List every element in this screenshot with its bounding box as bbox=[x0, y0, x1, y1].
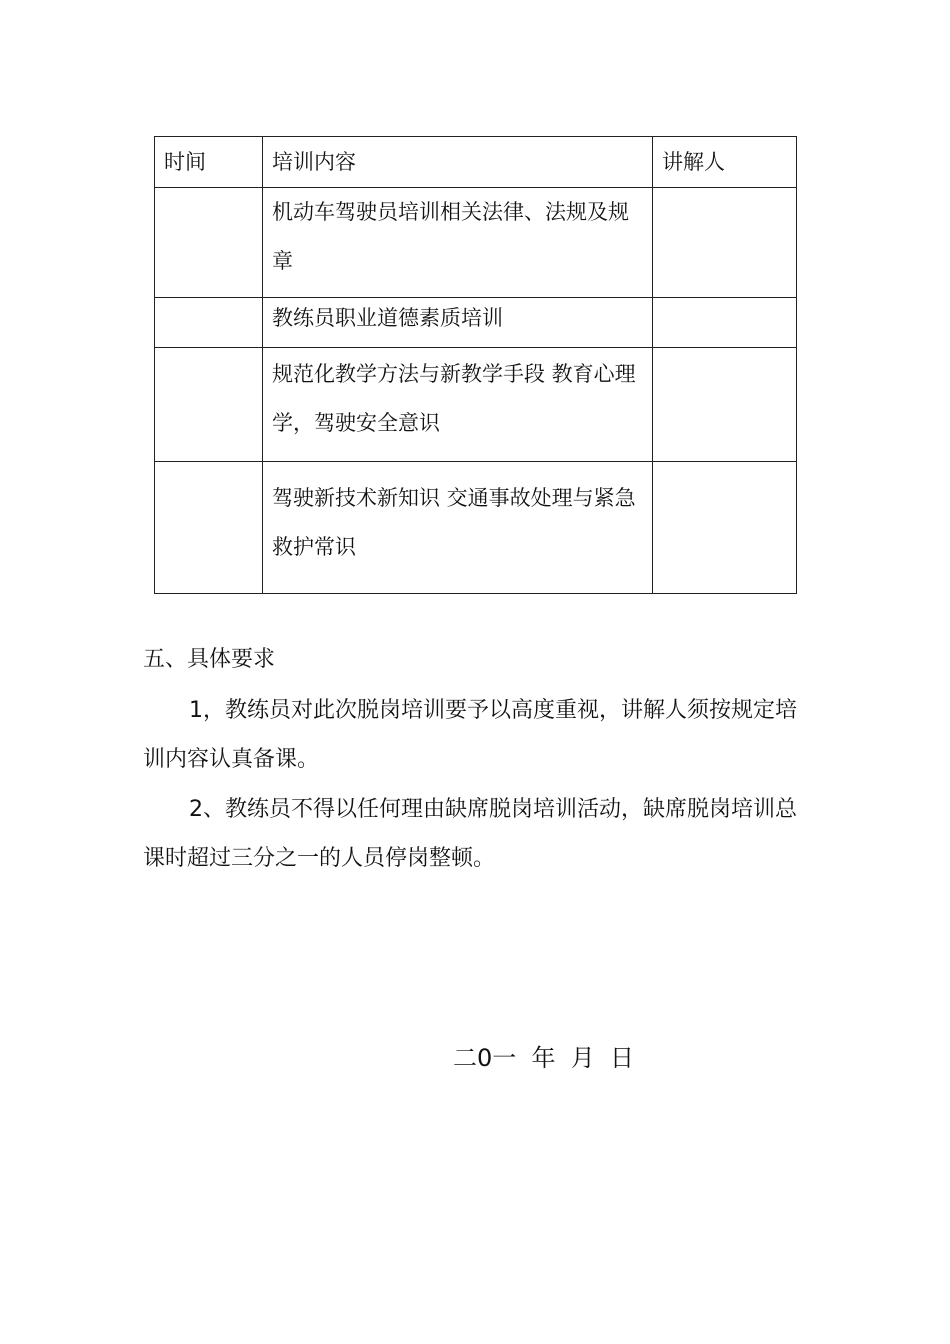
cell-speaker bbox=[653, 188, 797, 298]
cell-speaker bbox=[653, 298, 797, 348]
table-row bbox=[155, 188, 797, 298]
cell-speaker bbox=[653, 462, 797, 594]
header-speaker: 讲解人 bbox=[653, 137, 797, 188]
cell-speaker bbox=[653, 348, 797, 462]
cell-content: 教练员职业道德素质培训 bbox=[263, 298, 653, 348]
cell-content: 规范化教学方法与新教学手段 教育心理学，驾驶安全意识 bbox=[263, 348, 653, 462]
cell-time bbox=[155, 348, 263, 462]
cell-content: 驾驶新技术新知识 交通事故处理与紧急救护常识 bbox=[263, 462, 653, 594]
table-row bbox=[155, 462, 797, 594]
cell-time bbox=[155, 298, 263, 348]
header-time: 时间 bbox=[155, 137, 263, 188]
cell-time bbox=[155, 188, 263, 298]
training-schedule-table bbox=[154, 136, 797, 594]
requirement-paragraph-2: 2、教练员不得以任何理由缺席脱岗培训活动，缺席脱岗培训总课时超过三分之一的人员停岗整顿。 bbox=[143, 797, 797, 871]
cell-time bbox=[155, 462, 263, 594]
date-line: 二0一 年 月 日 bbox=[453, 1044, 635, 1072]
cell-content: 机动车驾驶员培训相关法律、法规及规章 bbox=[263, 188, 653, 298]
table-row bbox=[155, 348, 797, 462]
table-header-row bbox=[155, 137, 797, 188]
section-title: 五、具体要求 bbox=[143, 647, 276, 672]
header-content: 培训内容 bbox=[263, 137, 653, 188]
requirement-paragraph-1: 1，教练员对此次脱岗培训要予以高度重视，讲解人须按规定培训内容认真备课。 bbox=[143, 698, 797, 772]
table-row bbox=[155, 298, 797, 348]
